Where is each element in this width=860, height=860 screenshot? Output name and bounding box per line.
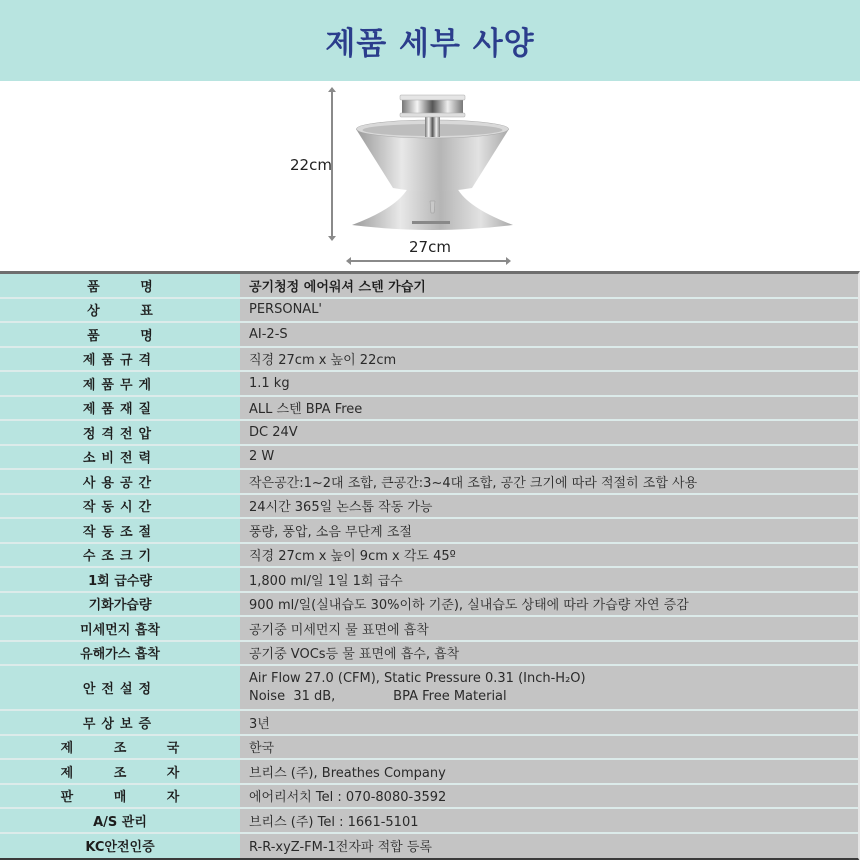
spec-value bbox=[240, 274, 858, 297]
spec-value bbox=[240, 372, 858, 395]
spec-label: 1회 급수량 bbox=[0, 568, 240, 591]
table-row bbox=[0, 323, 858, 348]
spec-label: 수조크기 bbox=[0, 544, 240, 567]
spec-label: 제품무게 bbox=[0, 372, 240, 395]
table-row bbox=[0, 348, 858, 373]
table-row bbox=[0, 760, 858, 785]
spec-value-text: Air Flow 27.0 (CFM), Static Pressure 0.31 (Inch-H₂O) bbox=[249, 671, 586, 686]
table-row bbox=[0, 519, 858, 544]
height-dimension-label: 22cm bbox=[290, 156, 332, 174]
spec-label: 안전설정 bbox=[0, 666, 240, 709]
spec-value-text: 작은공간:1~2대 조합, 큰공간:3~4대 조합, 공간 크기에 따라 적절히 조합 사용 bbox=[249, 475, 698, 491]
spec-value bbox=[240, 446, 858, 469]
spec-label: 무상보증 bbox=[0, 711, 240, 734]
spec-value-text: 브리스 (주), Breathes Company bbox=[249, 765, 446, 781]
spec-value-text: 24시간 365일 논스톱 작동 가능 bbox=[249, 500, 433, 516]
spec-value-text: 직경 27cm x 높이 22cm bbox=[249, 353, 397, 369]
spec-label: KC안전인증 bbox=[0, 834, 240, 859]
product-image bbox=[350, 93, 515, 233]
spec-table bbox=[0, 271, 860, 860]
table-row bbox=[0, 809, 858, 834]
page-header bbox=[0, 0, 860, 81]
table-row bbox=[0, 372, 858, 397]
spec-value-text: 공기중 VOCs등 물 표면에 흡수, 흡착 bbox=[249, 647, 460, 663]
spec-label: 기화가습량 bbox=[0, 593, 240, 616]
spec-value-text: 직경 27cm x 높이 9cm x 각도 45º bbox=[249, 549, 456, 565]
spec-value-text: PERSONAL' bbox=[249, 302, 323, 318]
spec-value-text: 공기청정 에어워셔 스텐 가습기 bbox=[249, 279, 426, 295]
spec-value bbox=[240, 544, 858, 567]
page-title: 제품 세부 사양 bbox=[325, 26, 535, 62]
spec-label: 작동시간 bbox=[0, 495, 240, 518]
spec-label: 제 조 자 bbox=[0, 760, 240, 783]
spec-value bbox=[240, 568, 858, 591]
spec-value-text: 3년 bbox=[249, 716, 270, 732]
spec-label: 품 명 bbox=[0, 323, 240, 346]
width-dimension-arrow bbox=[350, 260, 507, 262]
spec-label: 판 매 자 bbox=[0, 785, 240, 808]
spec-label: 유해가스 흡착 bbox=[0, 642, 240, 665]
table-row bbox=[0, 568, 858, 593]
table-row bbox=[0, 711, 858, 736]
spec-value-text: 1.1 kg bbox=[249, 375, 290, 391]
spec-value-text: R-R-xyZ-FM-1전자파 적합 등록 bbox=[249, 840, 432, 856]
table-row bbox=[0, 446, 858, 471]
table-row bbox=[0, 544, 858, 569]
spec-value bbox=[240, 736, 858, 759]
table-row bbox=[0, 834, 858, 859]
spec-value-text: 1,800 ml/일 1일 1회 급수 bbox=[249, 573, 403, 589]
spec-label: 제 조 국 bbox=[0, 736, 240, 759]
spec-value-text: 900 ml/일(실내습도 30%이하 기준), 실내습도 상태에 따라 가습량 자연 증감 bbox=[249, 598, 689, 614]
spec-value bbox=[240, 397, 858, 420]
table-row bbox=[0, 642, 858, 667]
table-row bbox=[0, 274, 858, 299]
table-row bbox=[0, 421, 858, 446]
product-figure bbox=[0, 81, 860, 273]
spec-value bbox=[240, 593, 858, 616]
spec-value bbox=[240, 809, 858, 832]
spec-value bbox=[240, 666, 858, 709]
spec-label: 작동조절 bbox=[0, 519, 240, 542]
table-row bbox=[0, 495, 858, 520]
spec-label: 제품재질 bbox=[0, 397, 240, 420]
spec-value-text: DC 24V bbox=[249, 424, 298, 440]
spec-value bbox=[240, 299, 858, 322]
table-row bbox=[0, 736, 858, 761]
spec-value bbox=[240, 834, 858, 859]
spec-value bbox=[240, 785, 858, 808]
spec-label: 정격전압 bbox=[0, 421, 240, 444]
spec-value bbox=[240, 711, 858, 734]
table-row bbox=[0, 666, 858, 711]
spec-value-text: ALL 스텐 BPA Free bbox=[249, 402, 363, 418]
table-row bbox=[0, 397, 858, 422]
spec-value-text: 한국 bbox=[249, 741, 275, 757]
spec-label: 품 명 bbox=[0, 274, 240, 297]
spec-value-text: AI-2-S bbox=[249, 326, 288, 342]
spec-value bbox=[240, 617, 858, 640]
table-row bbox=[0, 299, 858, 324]
table-row bbox=[0, 470, 858, 495]
spec-value-text: 브리스 (주) Tel : 1661-5101 bbox=[249, 814, 419, 830]
table-row bbox=[0, 785, 858, 810]
spec-value bbox=[240, 323, 858, 346]
spec-label: 소비전력 bbox=[0, 446, 240, 469]
table-row bbox=[0, 593, 858, 618]
spec-value bbox=[240, 642, 858, 665]
spec-value bbox=[240, 470, 858, 493]
spec-value bbox=[240, 421, 858, 444]
width-dimension-label: 27cm bbox=[409, 238, 451, 256]
spec-value bbox=[240, 348, 858, 371]
spec-value bbox=[240, 495, 858, 518]
spec-value bbox=[240, 519, 858, 542]
spec-label: A/S 관리 bbox=[0, 809, 240, 832]
spec-label: 상 표 bbox=[0, 299, 240, 322]
spec-value-text: 풍량, 풍압, 소음 무단계 조절 bbox=[249, 524, 412, 540]
spec-value bbox=[240, 760, 858, 783]
spec-label: 사용공간 bbox=[0, 470, 240, 493]
spec-label: 제품규격 bbox=[0, 348, 240, 371]
spec-value-text: 공기중 미세먼지 물 표면에 흡착 bbox=[249, 622, 429, 638]
spec-value-text-line2: Noise 31 dB, BPA Free Material bbox=[249, 689, 507, 704]
spec-value-text: 에어리서치 Tel : 070-8080-3592 bbox=[249, 790, 447, 806]
spec-label: 미세먼지 흡착 bbox=[0, 617, 240, 640]
table-row bbox=[0, 617, 858, 642]
spec-value-text: 2 W bbox=[249, 449, 275, 465]
